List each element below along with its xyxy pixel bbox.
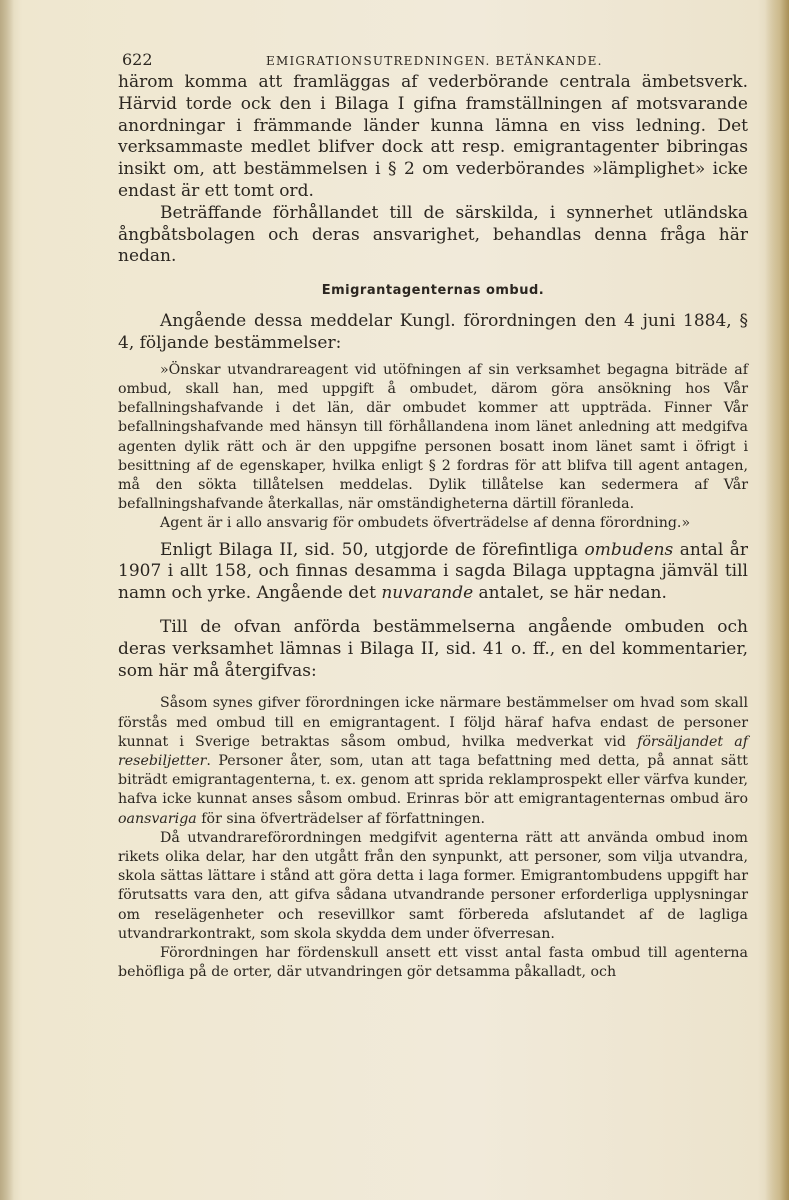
text-column — [118, 46, 748, 982]
paragraph-5: Till de ofvan anförda bestämmelserna angående ombuden och deras verksamhet lämnas i Bilaga II, sid. 41 o. ff., en del kommentarier, som här må återgifvas: — [118, 616, 748, 681]
section-heading: Emigrantagenternas ombud. — [321, 283, 545, 299]
commentary-3: Förordningen har fördenskull ansett ett visst antal fasta ombud till agenterna behöfliga på de orter, där utvandringen gör detsamma påkalladt, och — [118, 945, 748, 981]
paragraph-1: härom komma att framläggas af vederbörande centrala ämbetsverk. Härvid torde ock den i Bilaga I gifna framställningen af motsvarande anordningar i främmande länder kunna lämna en viss ledning. Det verksammaste medlet blifver dock att resp. emigrantagenter bibringas insikt om, att bestämmelsen i § 2 om vederbörandes »lämplighet» icke endast är ett tomt ord. — [118, 72, 748, 201]
paragraph-3: Angående dessa meddelar Kungl. förordningen den 4 juni 1884, § 4, följande bestämmelser: — [118, 311, 748, 353]
commentary-2: Då utvandrareförordningen medgifvit agenterna rätt att använda ombud inom rikets olika delar, har den utgått från den synpunkt, att personer, som vilja utvandra, skola sättas lättare i stånd att göra detta i laga former. Emigrantombudens uppgift har förutsatts vara den, att gifva sådana utvandrande personer erforderliga upplysningar om reselägenheter och resevillkor samt förbereda afslutandet af de lagliga utvandrarkontrakt, som skola skydda dem under öfverresan. — [118, 829, 748, 942]
commentary-1: Såsom synes gifver förordningen icke närmare bestämmelser om hvad som skall förstås med ombud till en emigrantagent. I följd häraf hafva endast de personer kunnat i Sverige betraktas såsom ombud, hvilka medverkat vid försäljandet af resebiljetter. Personer åter, som, utan att taga befattning med detta, på annat sätt biträdt emigrantagenterna, t. ex. genom att sprida reklamprospekt eller värfva kunder, hafva icke kunnat anses såsom ombud. Erinras bör att emigrantagenternas ombud äro oansvariga för sina öfverträdelser af författningen. — [118, 695, 748, 827]
binding-shadow — [0, 0, 14, 1200]
emphasis-forsaljandet: försäljandet af resebiljetter — [118, 733, 748, 769]
running-title: EMIGRATIONSUTREDNINGEN. BETÄNKANDE. — [266, 54, 603, 68]
emphasis-nuvarande: nuvarande — [381, 583, 474, 604]
emphasis-oansvariga: oansvariga — [118, 810, 197, 827]
quoted-ordinance: »Önskar utvandrareagent vid utöfningen af sin verksamhet begagna biträde af ombud, skall han, med uppgift å ombudet, därom göra ansökning hos Vår befallningshafvande i det län, där ombudet kommer att uppträda. Finner Vår befallningshafvande med hänsyn till förhållandena inom länet anledning att medgifva agenten dylik rätt och är den uppgifne personen bosatt inom länet samt i öfrigt i besittning af de egenskaper, hvilka enligt § 2 fordras för att blifva till agent antagen, må den sökta tillåtelsen meddelas. Dylik tillåtelse kan sedermera af Vår befallningshafvande återkallas, när omständigheterna därtill föranleda. — [118, 361, 748, 513]
page-edge — [765, 0, 789, 1200]
paragraph-2: Beträffande förhållandet till de särskilda, i synnerhet utländska ångbåtsbolagen och deras ansvarighet, behandlas denna fråga här nedan. — [118, 202, 748, 267]
quoted-ordinance-closing: Agent är i allo ansvarig för ombudets öfverträdelse af denna förordning.» — [160, 515, 691, 532]
paragraph-4: Enligt Bilaga II, sid. 50, utgjorde de förefintliga ombudens antal år 1907 i allt 158, och finnas desamma i sagda Bilaga upptagna jämväl till namn och yrke. Angående det nuvarande antalet, se här nedan. — [118, 539, 748, 604]
page-header — [118, 46, 748, 72]
page-number: 622 — [122, 50, 153, 69]
emphasis-ombudens: ombudens — [584, 539, 674, 560]
